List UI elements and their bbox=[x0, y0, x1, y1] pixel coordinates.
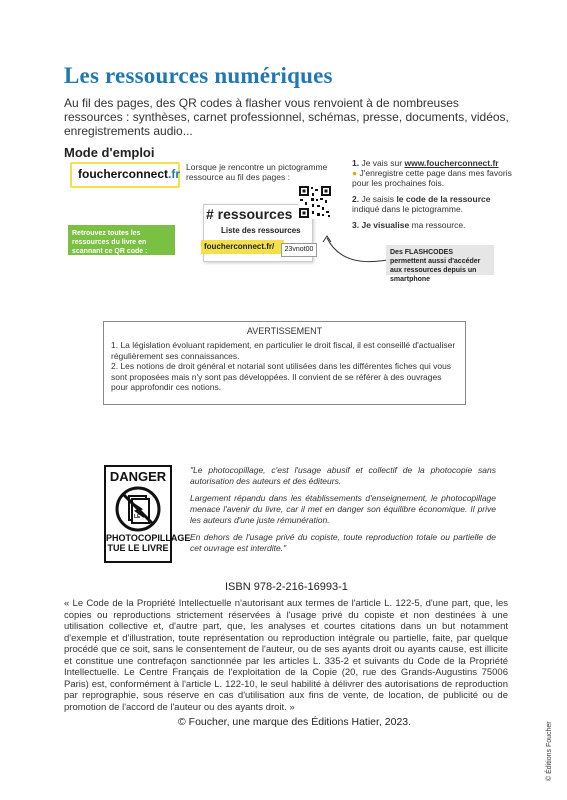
step-2: 2. Je saisis le code de la ressource indiqué dans le pictogramme. bbox=[352, 194, 491, 214]
step-3: 3. Je visualise ma ressource. bbox=[352, 220, 466, 230]
avertissement-title: AVERTISSEMENT bbox=[246, 326, 323, 336]
logo-suffix: .fr bbox=[168, 167, 181, 181]
danger-logo: DANGER LE PHOTOCOPILLAGE TUE LE LIVRE bbox=[104, 465, 172, 563]
bulb-icon: ● bbox=[352, 168, 358, 178]
curved-arrow-icon bbox=[312, 230, 392, 270]
avertissement-text: 1. La législation évoluant rapidement, en particulier le droit fiscal, il est conseillé d'actualiser régulièrement ses connaissances. 2. Les notions de droit général et notarial sont utilisées dans les différentes fiches qui vous sont proposées mais n'y sont pas développées. Il convient de se référer à des ouvrages pour approfondir ces notions. bbox=[111, 340, 456, 392]
no-photocopy-icon bbox=[114, 485, 162, 533]
foucherconnect-link[interactable]: www.foucherconnect.fr bbox=[404, 158, 499, 168]
intro-text: Au fil des pages, des QR codes à flasher vous renvoient à de nombreuses ressources : synthèses, carnet professionnel, schémas, presse, documents, vidéos, enregistrements audio... bbox=[64, 96, 509, 138]
resource-list-label: Liste des ressources bbox=[221, 226, 301, 235]
foucherconnect-logo bbox=[70, 162, 180, 188]
side-credit bbox=[541, 703, 555, 783]
green-badge: Retrouvez toutes les ressources du livre en scannant ce QR code : bbox=[68, 225, 175, 255]
mode-emploi-heading: Mode d'emploi bbox=[64, 145, 155, 160]
photocopillage-quote: "Le photocopillage, c'est l'usage abusif et collectif de la photocopie sans autorisation des auteurs et des éditeurs. Largement répandu dans les établissements d'enseignement, le photocopillage menace l'avenir du livre, car il met en danger son équilibre économique. Il prive les auteurs d'une juste rémunération. En dehors de l'usage privé du copiste, toute reproduction totale ou partielle de cet ouvrage est interdite." bbox=[190, 465, 496, 553]
resource-code: 23vnot00 bbox=[281, 243, 317, 257]
resource-hash-label: # ressources bbox=[206, 206, 293, 222]
pictogram-description: Lorsque je rencontre un pictogramme ressource au fil des pages : bbox=[186, 162, 328, 182]
page-title: Les ressources numériques bbox=[64, 63, 333, 88]
resource-url: foucherconnect.fr/ bbox=[201, 240, 284, 254]
step-1: 1. Je vais sur www.foucherconnect.fr ● J'enregistre cette page dans mes favoris pour les prochaines fois. bbox=[352, 158, 512, 188]
isbn: ISBN 978-2-216-16993-1 bbox=[225, 581, 348, 593]
svg-text:© Éditions Foucher: © Éditions Foucher bbox=[546, 721, 553, 781]
logo-text: foucherconnect bbox=[78, 167, 169, 181]
avertissement-box bbox=[103, 321, 466, 405]
copyright: © Foucher, une marque des Éditions Hatier, 2023. bbox=[178, 716, 412, 728]
legal-notice: « Le Code de la Propriété Intellectuelle n'autorisant aux termes de l'article L. 122-5, d'une part, que, les copies ou reproductions strictement réservées à l'usage privé du copiste et non destinées à une utilisation collective et, d'autre part, que, les analyses et courtes citations dans un but notamment d'exemple et d'illustration, toute représentation ou reproduction intégrale ou partielle, faite, par quelque procédé que ce soit, sans le consentement de l'auteur, ou de ses ayants droit ou ayants cause, est illicite et constitue une contrefaçon sanctionnée par les articles L. 335-2 et suivants du Code de la Propriété Intellectuelle. Le Centre Français de l'exploitation de la Copie (20, rue des Grands-Augustins 75006 Paris) est, conformément à l'article L. 122-10, le seul habilité à délivrer des autorisations de reproduction par reprographie, sous réserve en cas d'utilisation aux fins de vente, de location, de publicité ou de promotion de l'accord de l'auteur ou des ayants droit. » bbox=[64, 598, 508, 713]
flashcodes-note: Des FLASHCODES permettent aussi d'accéder aux ressources depuis un smartphone bbox=[386, 245, 494, 275]
qr-code-icon[interactable] bbox=[298, 185, 332, 219]
steps-list bbox=[352, 158, 512, 236]
